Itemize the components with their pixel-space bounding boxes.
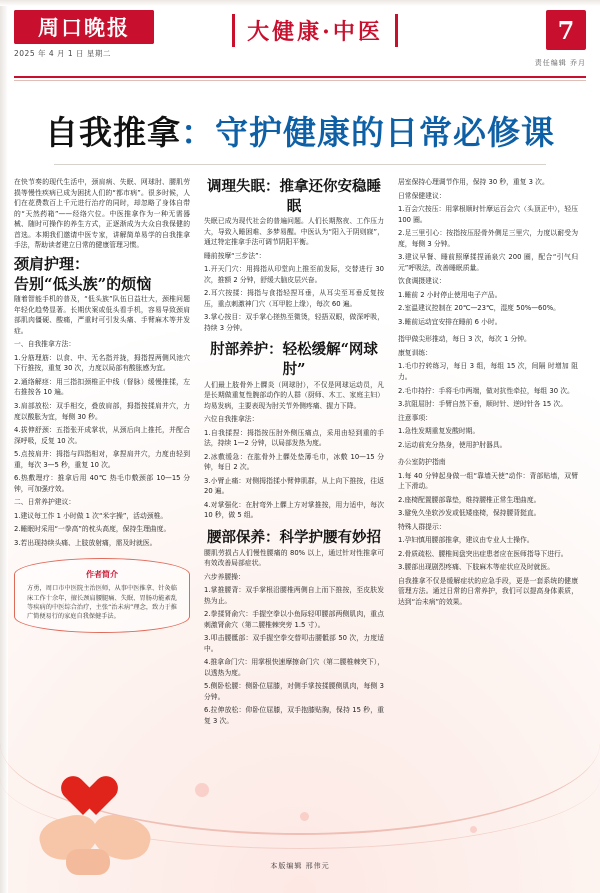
paragraph: 指甲做尖形推动，每日 3 次，每次 1 分钟。 — [398, 335, 531, 344]
elbow-paragraphs — [204, 380, 384, 521]
paragraph: 二、日常养护建议： — [14, 498, 76, 507]
paragraph: 办公室防护指南 — [398, 458, 446, 467]
paragraph: 特殊人群提示： — [398, 522, 446, 531]
paragraph: 1.睡前 2 小时停止使用电子产品。 — [398, 290, 502, 299]
author-bio-title: 作者简介 — [86, 569, 118, 580]
page-edge-shadow — [0, 0, 8, 893]
section-heading-waist: 腰部保养：科学护腰有妙招 — [207, 528, 381, 546]
sleep-paragraphs — [204, 216, 384, 333]
paragraph: 3.叩击腰骶部：双手握空拳交替叩击腰骶部 50 次，力度适中。 — [204, 634, 384, 653]
author-bio-text: 方勇，周口市中医院主治医师，从事中医推拿、针灸临床工作十余年，擅长颈肩腰腿痛、失眠、胃肠功能紊乱等疾病的中医综合治疗，主张“治未病”理念，致力于推广简便易行的家庭自我保健手法。 — [27, 585, 177, 621]
paragraph: 一、自我推拿方法： — [14, 340, 76, 349]
paper-name-logo: 周口晚报 — [14, 10, 154, 44]
paragraph: 4.对掌强化：在肘弯外上髁上方对掌推按，用力适中，每次 10 秒，做 5 组。 — [204, 500, 384, 520]
swoosh-line-1 — [0, 743, 600, 835]
paragraph: 日常保健建议： — [398, 191, 446, 200]
paragraph: 3.肩部放松：双手相交，叠放肩部，拇指按揉肩井穴，力度以酸胀为宜，每侧 30 秒。 — [14, 402, 190, 421]
waist-paragraphs — [204, 548, 384, 727]
hand-left-icon — [35, 810, 102, 866]
page-number: 7 — [546, 10, 586, 50]
paragraph: 腰肌劳损占人们慢性腰痛的 80% 以上，通过针对性推拿可有效改善局部症状。 — [204, 548, 384, 568]
bubble-icon — [470, 826, 477, 833]
page-top-shadow — [0, 0, 600, 6]
headline-part1: 自我推拿 — [45, 113, 181, 152]
paragraph: 1.自我揉捏：拇指按压肘外侧压痛点，采用由轻到重的手法，持续 1—2 分钟，以局部发热为度。 — [204, 428, 384, 448]
paragraph: 5.点按肩井：拇指与四指相对，拿捏肩井穴，力度由轻到重，每次 3—5 秒，重复 10 次。 — [14, 450, 190, 469]
paragraph: 康复训练： — [398, 348, 432, 357]
paragraph: 3.小臂止痛：对侧拇指揉小臂伸肌群，从上向下推按，往返 20 遍。 — [204, 476, 384, 496]
section-heading-elbow: 肘部养护：轻松缓解“网球肘” — [210, 341, 378, 378]
paragraph: 1.开天门穴：用拇指从印堂向上推至前发际，交替进行 30 次，推额 2 分钟，舒缓大脑皮层兴奋。 — [204, 265, 384, 284]
paragraph: 2.座椅配置腰部靠垫，维持腰椎正常生理曲度。 — [398, 495, 541, 504]
section-title: 大健康·中医 — [232, 14, 398, 47]
swoosh-line-2 — [0, 778, 600, 849]
paragraph: 4.推拿命门穴：用掌根快速摩擦命门穴（第二腰椎棘突下），以透热为度。 — [204, 658, 384, 677]
paragraph: 3.若出现持续头痛、上肢放射痛，需及时就医。 — [14, 538, 157, 547]
paragraph: 1.孕妇慎用腰部推拿，建议由专业人士操作。 — [398, 536, 534, 545]
paragraph: 3.建议早餐、睡前照摩揉捏涌泉穴 200 圈，配合“引气归元”呼吸法，改善睡眠质量。 — [398, 253, 578, 272]
paragraph: 3.避免久坐软沙发或低矮座椅，保持腰背挺直。 — [398, 509, 541, 518]
paragraph: 4.拔伸舒颈：五指张开成掌状，从颈后向上推托，并配合深呼吸，反复 10 次。 — [14, 426, 190, 445]
paragraph: 2.骨质疏松、腰椎间盘突出症患者应在医师指导下进行。 — [398, 549, 568, 558]
section-title-block — [164, 10, 466, 47]
paragraph: 3.腰部出现剧烈疼痛、下肢麻木等症状应及时就医。 — [398, 563, 555, 572]
headline-part2: 守护健康的日常必修课 — [215, 113, 555, 152]
section-heading-neck — [14, 254, 190, 295]
page-footer-credit: 本版编辑 邢伟元 — [270, 862, 330, 870]
waist-continuation — [398, 457, 578, 607]
paragraph: 2.睡眠时采用“一拳高”的枕头高度，保持生理曲度。 — [14, 525, 171, 534]
bubble-icon — [195, 783, 209, 797]
headline-colon: ： — [181, 113, 215, 152]
hand-right-icon — [87, 810, 154, 866]
paragraph: 睡前按摩“三步法”： — [204, 251, 266, 260]
author-bio-box — [14, 558, 190, 632]
page-number-block — [466, 10, 586, 68]
paragraph: 饮食调摄建议： — [398, 277, 446, 286]
paragraph: 1.建议每工作 1 小时做 1 次“米字操”，活动颈椎。 — [14, 511, 168, 520]
masthead-rule-thin — [14, 80, 586, 81]
paragraph: 2.耳穴按揉：拇指与食指轻捏耳垂，从耳尖至耳垂反复按压，重点刺激神门穴（耳甲腔上缘），每次 60 遍。 — [204, 289, 384, 308]
masthead-rule — [14, 76, 586, 78]
neck-paragraphs — [14, 294, 190, 548]
paragraph: 失眠已成为现代社会的普遍问题。人们长期熬夜、工作压力大，导致入睡困难、多梦易醒。中医认为“阳入于阴则寐”，通过特定推拿手法可调节阴阳平衡。 — [204, 217, 384, 247]
paragraph: 3.掌心按目：双手掌心搓热至微烫，轻捂双眼，做深呼吸，持续 3 分钟。 — [204, 313, 384, 332]
paragraph: 2.通络解痉：用三指扣颈椎正中线（督脉）缓慢推揉，左右推按各 10 遍。 — [14, 377, 190, 397]
paragraph: 3.抗阻屈肘：手臂自然下垂，顺时针、逆时针各 15 次。 — [398, 400, 567, 409]
section-heading-sleep: 调理失眠：推拿还你安稳睡眠 — [207, 178, 381, 215]
lead-paragraph: 在快节奏的现代生活中，颈肩病、失眠、网球肘、腰肌劳损等慢性疾病已成为困扰人们的“都市病”。很多时候，人们在花费数百上千元进行治疗的同时，却忽略了身体自带的“天然药箱”——经络穴位。中医推拿作为一种无需器械、随时可操作的养生方式，正逐渐成为大众自我保健的首选。本期我们邀请中医专家，讲解简单易学的自我推拿手法，帮助读者建立日常的健康管理习惯。 — [14, 178, 190, 250]
column-right-area — [204, 177, 586, 733]
section-heading-neck-line2: 告别“低头族”的烦恼 — [14, 274, 152, 293]
column-far-right — [398, 177, 578, 733]
section-heading-neck-line1: 颈肩护理： — [14, 254, 90, 273]
headline-block — [14, 107, 586, 165]
sleep-continuation — [398, 177, 578, 327]
paragraph: 1.毛巾拧转练习，每日 3 组，每组 15 次，间隔 时增加 阻力。 — [398, 362, 578, 381]
paragraph: 2.足三里引心：按指按压胫骨外侧足三里穴，力度以耐受为度，每侧 3 分钟。 — [398, 229, 578, 248]
paragraph: 3.睡前运动宜安排在睡前 6 小时。 — [398, 317, 502, 326]
paragraph: 1.百会穴按压：用掌根顺时针摩运百会穴（头顶正中），轻压 100 圈。 — [398, 205, 578, 224]
headline-rule — [54, 164, 546, 165]
paragraph: 1.急性发期重复发酸时期。 — [398, 427, 480, 436]
column-middle — [204, 177, 384, 733]
paragraph: 注意事项： — [398, 413, 432, 422]
article-body — [14, 177, 586, 733]
paragraph: 随着智能手机的普及，“低头族”队伍日益壮大，颈椎问题年轻化趋势显著。长期伏案或低头看手机，容易导致颈肩部肌肉僵硬、酸痛，严重时可引发头痛、手臂麻木等并发症。 — [14, 295, 190, 335]
paragraph: 2.室温建议控制在 20℃—23℃，湿度 50%—60%。 — [398, 304, 560, 313]
paragraph: 2.拳揉肾俞穴：手握空拳以小鱼际轻叩腰部两侧肌肉，重点刺激肾俞穴（第二腰椎棘突旁 1.5 寸）。 — [204, 610, 384, 629]
elbow-continuation — [398, 334, 578, 450]
paragraph: 1.每 40 分钟起身做一组“靠墙天使”动作：背部贴墙，双臂上下滑动。 — [398, 471, 578, 491]
paragraph: 2.毛巾持拧：手将毛巾两端，做对抗性牵拉，每组 30 次。 — [398, 386, 574, 395]
paragraph: 自我推拿不仅是缓解症状的应急手段，更是一套系统的健康管理方法。通过日常的日常养护，我们可以提高身体素质，达到“治未病”的效果。 — [398, 576, 578, 606]
paragraph: 6.热敷理疗：推拿后用 40℃ 热毛巾敷颈部 10—15 分钟，可加强疗效。 — [14, 474, 190, 493]
bubble-icon — [300, 812, 309, 821]
heart-icon — [72, 777, 118, 819]
paragraph: 六步养腰操： — [204, 572, 245, 581]
editor-credit: 责任编辑 乔月 — [534, 59, 586, 67]
paper-logo-block — [14, 10, 164, 59]
paragraph: 人们最上肢骨外上髁炎（网球肘），不仅是网球运动员，凡是长期做重复性腕部动作的人群（厨师、木工、家庭主妇）均易发病，主要表现为肘关节外侧疼痛、握力下降。 — [204, 380, 384, 410]
paragraph: 1.掌推腰背：双手掌根沿腰椎两侧自上而下推按，至皮肤发热为止。 — [204, 586, 384, 605]
page-title — [14, 107, 586, 154]
paragraph: 2.运动前充分热身，使用护肘器具。 — [398, 440, 507, 449]
paragraph: 5.侧卧松腰：侧卧位屈膝，对侧手掌按揉腰侧肌肉，每侧 3 分钟。 — [204, 682, 384, 701]
publication-date: 2025 年 4 月 1 日 星期二 — [14, 49, 111, 58]
paragraph: 2.冰敷缓急：在肱骨外上髁处垫薄毛巾，冰敷 10—15 分钟，每日 2 次。 — [204, 452, 384, 472]
column-left — [14, 177, 190, 733]
paragraph: 6.拉伸放松：仰卧位屈膝，双手抱膝贴胸，保持 15 秒，重复 3 次。 — [204, 706, 384, 725]
paragraph: 六位自我推拿法： — [204, 415, 259, 424]
masthead — [14, 10, 586, 72]
paragraph: 1.分筋理筋：以食、中、无名指并拢，拇指捏两侧风池穴下行推按，重复 30 次，力度以局部有酸胀感为宜。 — [14, 353, 190, 373]
paragraph: 居室保持心理调节作用，保持 30 秒，重复 3 次。 — [398, 178, 549, 186]
